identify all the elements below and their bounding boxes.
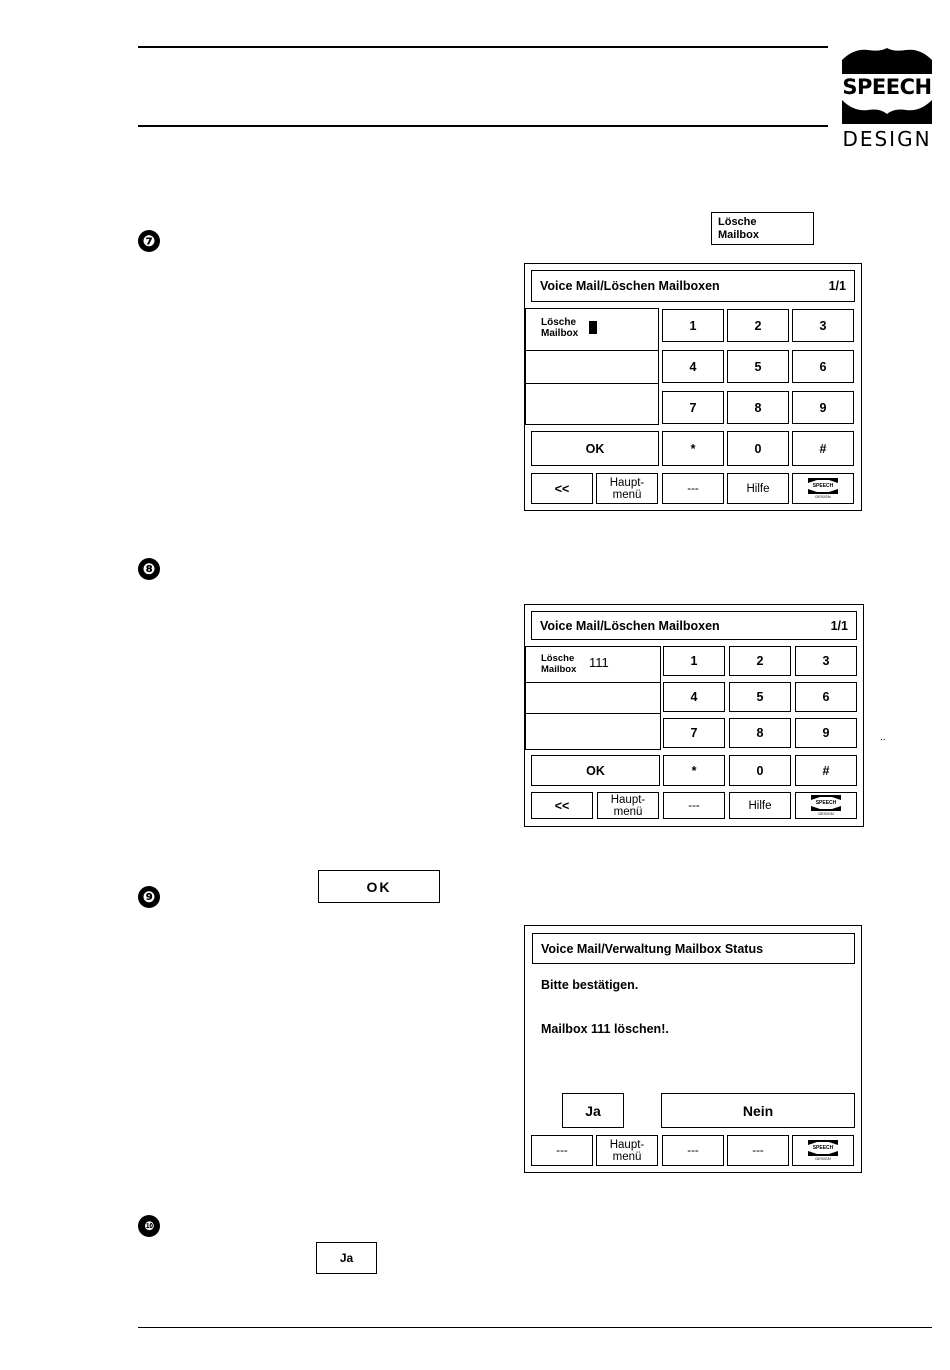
mini-logo-word: SPEECH [815,800,837,806]
screen2-key-9[interactable]: 9 [795,718,857,748]
screen1-page: 1/1 [828,279,846,293]
screen1-empty-row-2 [525,383,659,425]
screen1-field-label-2: Mailbox [541,328,579,339]
mini-logo-bottom-icon [808,1151,838,1156]
screen1-key-1[interactable]: 1 [662,309,724,342]
screen2-key-0[interactable]: 0 [729,755,791,786]
header-rule-top [138,46,828,48]
screen3-ja-button[interactable]: Ja [562,1093,624,1128]
screen1-key-7[interactable]: 7 [662,391,724,424]
ja-key: Ja [316,1242,377,1274]
logo-subword: DESIGN [842,127,932,151]
mini-logo-sub: DESIGN [815,1156,831,1161]
screen1-logo-button[interactable] [792,473,854,504]
screen2-key-7[interactable]: 7 [663,718,725,748]
screen3-hauptmenu-button[interactable] [596,1135,658,1166]
screen3-empty-button-2[interactable]: --- [662,1135,724,1166]
screen-loeschen-mailboxen-1 [524,263,862,511]
step-marker-8: ❽ [138,558,160,580]
loesche-key-line1: Lösche [718,215,757,228]
screen1-mini-logo [808,478,838,499]
screen-loeschen-mailboxen-2 [524,604,864,827]
screen2-key-8[interactable]: 8 [729,718,791,748]
screen2-field-label [541,653,576,675]
screen2-mini-logo [811,795,841,816]
screen2-logo-button[interactable] [795,792,857,819]
screen1-hauptmenu-line1: Haupt- [609,476,645,489]
step-marker-10: ❿ [138,1215,160,1237]
screen2-page: 1/1 [830,618,848,633]
screen2-key-6[interactable]: 6 [795,682,857,712]
screen1-key-8[interactable]: 8 [727,391,789,424]
screen2-key-hash[interactable]: # [795,755,857,786]
screen2-key-3[interactable]: 3 [795,646,857,676]
screen2-field-label-1: Lösche [541,653,575,664]
screen1-hauptmenu-line2: menü [612,488,642,501]
screen3-confirm-text: Bitte bestätigen. [541,978,639,992]
screen1-key-6[interactable]: 6 [792,350,854,383]
screen3-titlebar [532,933,855,964]
header-rule-bottom [138,125,828,127]
screen3-logo-button[interactable] [792,1135,854,1166]
screen2-key-5[interactable]: 5 [729,682,791,712]
screen3-empty-button-1[interactable]: --- [531,1135,593,1166]
screen1-hilfe-button[interactable]: Hilfe [727,473,789,504]
screen3-mini-logo [808,1140,838,1161]
screen1-empty-row-1 [525,350,659,384]
screen2-empty-row-2 [525,713,661,750]
screen1-field-label [541,317,578,339]
screen2-key-star[interactable]: * [663,755,725,786]
screen2-back-button[interactable]: << [531,792,593,819]
screen1-key-3[interactable]: 3 [792,309,854,342]
screen2-ok-button[interactable]: OK [531,755,660,786]
logo-word: SPEECH [842,75,932,99]
screen1-title: Voice Mail/Löschen Mailboxen [540,279,720,293]
loesche-key-line2: Mailbox [718,228,759,241]
screen2-empty-button[interactable]: --- [663,792,725,819]
screen2-key-2[interactable]: 2 [729,646,791,676]
screen1-key-star[interactable]: * [662,431,724,466]
footer-rule [138,1327,932,1328]
screen2-field-label-2: Mailbox [541,664,577,675]
screen2-field-value: 111 [589,655,609,670]
screen3-title: Voice Mail/Verwaltung Mailbox Status [541,941,764,956]
screen2-hilfe-button[interactable]: Hilfe [729,792,791,819]
screen3-delete-text: Mailbox 111 löschen!. [541,1022,669,1036]
screen3-hauptmenu-line2: menü [612,1150,642,1163]
speech-design-logo [840,46,934,150]
screen2-hauptmenu-line2: menü [613,805,643,818]
screen1-key-0[interactable]: 0 [727,431,789,466]
screen1-empty-button[interactable]: --- [662,473,724,504]
loesche-mailbox-key [711,212,814,245]
screen3-hauptmenu-line1: Haupt- [609,1138,645,1151]
mini-logo-word: SPEECH [812,1145,834,1151]
screen1-field-label-1: Lösche [541,317,577,328]
step-marker-7: ❼ [138,230,160,252]
screen2-hauptmenu-button[interactable] [597,792,659,819]
mini-logo-sub: DESIGN [815,494,831,499]
screen1-hauptmenu-button[interactable] [596,473,658,504]
screen-verwaltung-mailbox-status [524,925,862,1173]
screen2-title: Voice Mail/Löschen Mailboxen [540,618,720,633]
screen2-empty-row-1 [525,682,661,714]
step-marker-9: ❾ [138,886,160,908]
logo-bottom-shape-icon [840,100,934,126]
screen1-key-5[interactable]: 5 [727,350,789,383]
screen1-ok-button[interactable]: OK [531,431,659,466]
mini-logo-bottom-icon [811,806,841,811]
screen1-titlebar [531,270,855,302]
mini-logo-word: SPEECH [812,483,834,489]
screen2-hauptmenu-line1: Haupt- [610,793,646,806]
screen2-key-4[interactable]: 4 [663,682,725,712]
screen2-titlebar [531,611,857,640]
logo-top-shape-icon [840,46,934,74]
mini-logo-sub: DESIGN [818,811,834,816]
screen1-back-button[interactable]: << [531,473,593,504]
screen3-empty-button-3[interactable]: --- [727,1135,789,1166]
ok-key: OK [318,870,440,903]
mini-logo-bottom-icon [808,489,838,494]
screen1-text-cursor [589,321,597,334]
screen1-key-2[interactable]: 2 [727,309,789,342]
screen1-key-9[interactable]: 9 [792,391,854,424]
screen1-key-hash[interactable]: # [792,431,854,466]
side-mark: .. [880,732,886,743]
screen2-key-1[interactable]: 1 [663,646,725,676]
screen3-nein-button[interactable]: Nein [661,1093,855,1128]
screen1-key-4[interactable]: 4 [662,350,724,383]
